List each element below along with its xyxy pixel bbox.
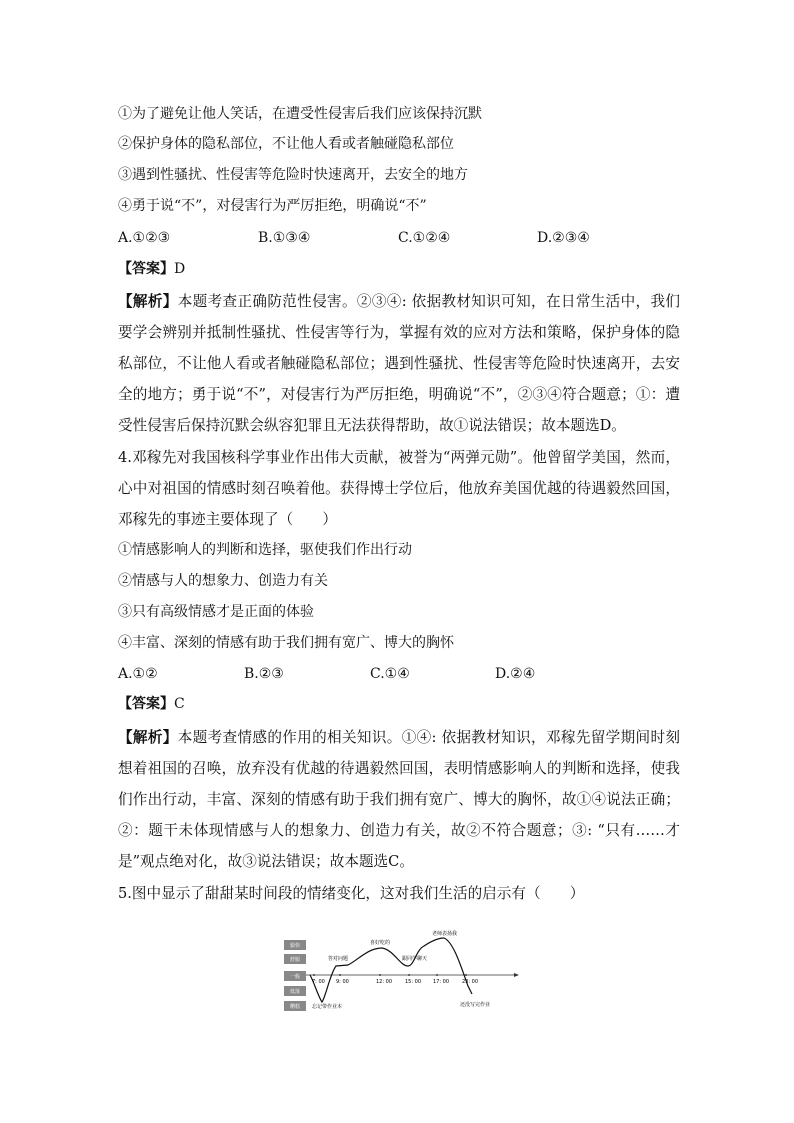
q4-answer-label: 【答案】 (118, 696, 174, 712)
mood-curve (310, 938, 472, 1002)
q4-analysis-label: 【解析】 (118, 729, 178, 746)
level-label-1: 愉快 (289, 943, 301, 949)
mood-chart-svg (284, 930, 520, 1016)
event-label-6: 还没写完作业 (460, 1002, 491, 1008)
time-marker (436, 974, 438, 976)
q3-answer-label: 【答案】 (118, 261, 174, 277)
time-label-3: 12: 00 (376, 979, 392, 985)
q3-option-4: ④勇于说“不”，对侵害行为严厉拒绝，明确说“不” (118, 198, 427, 214)
q3-option-1: ①为了避免让他人笑话，在遭受性侵害后我们应该保持沉默 (118, 106, 482, 122)
mood-chart-figure (284, 930, 520, 1016)
q4-answer (118, 694, 185, 714)
event-label-2: 答对问题 (328, 956, 349, 962)
event-label-5: 老师表扬我 (432, 931, 458, 937)
level-label-4: 低落 (289, 989, 301, 995)
q4-option-2: ②情感与人的想象力、创造力有关 (118, 573, 328, 589)
q3-option-2: ②保护身体的隐私部位，不让他人看或者触碰隐私部位 (118, 136, 454, 152)
time-label-2: 9: 00 (336, 979, 349, 985)
q4-analysis-text: 本题考查情感的作用的相关知识。①④: 依据教材知识，邓稼先留学期间时刻想着祖国的召唤，放弃没有优越的待遇毅然回国，表明情感影响人的判断和选择，使我们作出行动，丰富、深刻的情感有助于我们拥有宽广、博大的胸怀，故①④说法正确；②：题干未体现情感与人的想象力、创造力有关，故②不符合题意；③: “只有……才是”观点绝对化，故③说法错误；故本题选C。 (118, 729, 680, 870)
time-marker (408, 974, 410, 976)
level-label-5: 糟糕 (289, 1004, 301, 1010)
q4-choice-b: B.②③ (244, 666, 284, 682)
event-label-4: 跟同学聊天 (402, 956, 428, 962)
time-marker (379, 974, 381, 976)
q4-option-3: ③只有高级情感才是正面的体验 (118, 604, 314, 620)
q5-stem: 5.图中显示了甜甜某时间段的情绪变化，这对我们生活的启示有（ ） (118, 885, 585, 902)
axis-arrow-icon (514, 973, 519, 977)
mood-level-labels (284, 940, 306, 1011)
time-labels (312, 979, 478, 985)
time-label-4: 15: 00 (405, 979, 421, 985)
q4-option-1: ①情感影响人的判断和选择，驱使我们作出行动 (118, 542, 412, 558)
time-marker (465, 974, 467, 976)
q3-choice-d: D.②③④ (537, 230, 590, 246)
q3-choice-c: C.①②④ (398, 230, 451, 246)
time-marker (313, 974, 315, 976)
q3-analysis-text: 本题考查正确防范性侵害。②③④: 依据教材知识可知，在日常生活中，我们要学会辨别并抵制性骚扰、性侵害等行为，掌握有效的应对方法和策略，保护身体的隐私部位，不让他人看或者触碰隐私部位；遇到性骚扰、性侵害等危险时快速离开，去安全的地方；勇于说“不”，对侵害行为严厉拒绝，明确说“不”，②③④符合题意；①：遭受性侵害后保持沉默会纵容犯罪且无法获得帮助，故①说法错误；故本题选D。 (118, 293, 680, 434)
time-marker (339, 974, 341, 976)
q3-choice-a: A.①②③ (118, 230, 171, 246)
q4-option-4: ④丰富、深刻的情感有助于我们拥有宽广、博大的胸怀 (118, 635, 454, 651)
event-label-3: 喜好吃的 (370, 940, 391, 946)
q4-analysis (118, 722, 680, 877)
q4-answer-value: C (174, 696, 185, 712)
event-labels (312, 930, 490, 1010)
time-label-5: 17: 00 (433, 979, 449, 985)
q4-choice-a: A.①② (118, 666, 158, 682)
event-label-1: 忘记带作业本 (312, 1004, 343, 1010)
q3-choice-b: B.①③④ (258, 230, 311, 246)
q3-option-3: ③遇到性骚扰、性侵害等危险时快速离开，去安全的地方 (118, 167, 468, 183)
q4-choice-d: D.②④ (495, 666, 536, 682)
q3-analysis (118, 286, 680, 441)
level-label-2: 舒服 (289, 957, 301, 963)
q4-choice-c: C.①④ (370, 666, 410, 682)
level-label-3: 一般 (289, 974, 301, 980)
time-label-6: 23: 00 (462, 979, 478, 985)
q3-analysis-label: 【解析】 (118, 293, 178, 310)
q3-answer (118, 259, 185, 279)
q3-answer-value: D (174, 261, 186, 277)
time-label-1: 7: 00 (312, 979, 325, 985)
q4-stem: 4.邓稼先对我国核科学事业作出伟大贡献，被誉为“两弹元勋”。他曾留学美国，然而，心中对祖国的情感时刻召唤着他。获得博士学位后，他放弃美国优越的待遇毅然回国，邓稼先的事迹主要体现了（ ） (118, 449, 680, 528)
